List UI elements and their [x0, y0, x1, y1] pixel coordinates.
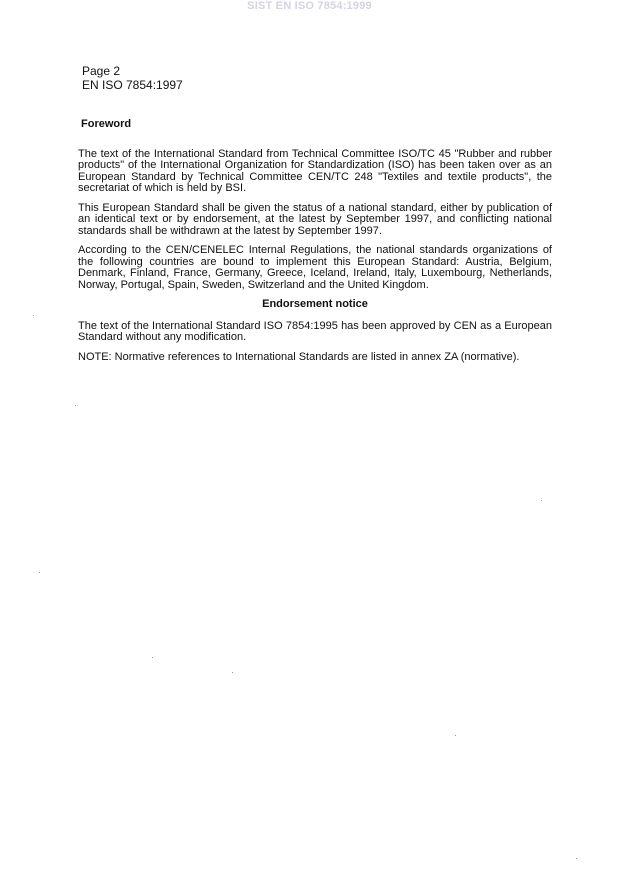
watermark: SIST EN ISO 7854:1999 — [247, 0, 372, 12]
scan-speck — [232, 672, 233, 673]
scan-speck — [576, 858, 577, 859]
document-body — [78, 119, 552, 371]
endorsement-paragraph: The text of the International Standard ISO 7854:1995 has been approved by CEN as a European Standard without any modification. — [78, 319, 552, 343]
page-number: Page 2 — [82, 64, 121, 78]
page-header — [82, 64, 183, 92]
scan-speck — [75, 405, 76, 406]
scan-speck — [152, 657, 153, 658]
scan-speck — [39, 572, 40, 573]
scan-speck — [33, 315, 34, 316]
foreword-paragraph-3: According to the CEN/CENELEC Internal Regulations, the national standards organizations of the following countries are bound to implement this European Standard: Austria, Belgium, Denmark, Finland, France, Germany, Greece, Iceland, Ireland, Italy, Luxembourg, Netherlands, Norway, Portugal, Spain, Sweden, Switzerland and the United Kingdom. — [78, 244, 552, 291]
scan-speck — [541, 500, 542, 501]
scan-speck — [455, 735, 456, 736]
foreword-paragraph-1: The text of the International Standard from Technical Committee ISO/TC 45 "Rubber and rubber products" of the International Organization for Standardization (ISO) has been taken over as an European Standard by Technical Committee CEN/TC 248 "Textiles and textile products", the secretariat of which is held by BSI. — [78, 147, 552, 194]
standard-reference: EN ISO 7854:1997 — [82, 78, 183, 92]
foreword-heading: Foreword — [81, 118, 132, 130]
foreword-paragraph-2: This European Standard shall be given the status of a national standard, either by publication of an identical text or by endorsement, at the latest by September 1997, and conflicting national standards shall be withdrawn at the latest by September 1997. — [78, 201, 552, 237]
endorsement-heading: Endorsement notice — [262, 298, 368, 310]
normative-note: NOTE: Normative references to International Standards are listed in annex ZA (normative). — [78, 350, 520, 363]
